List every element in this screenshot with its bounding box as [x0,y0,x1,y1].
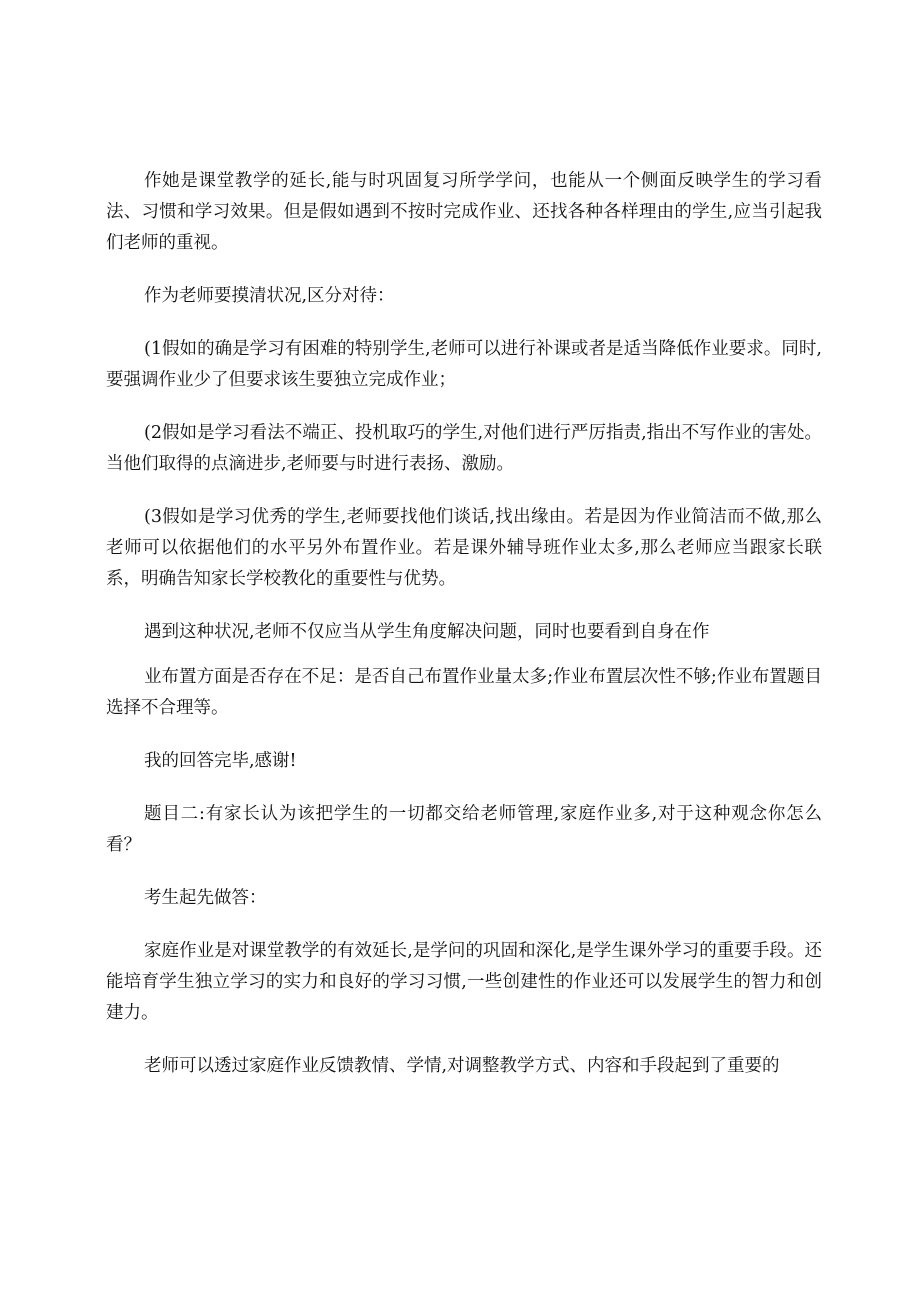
paragraph-case-2: (2假如是学习看法不端正、投机取巧的学生,对他们进行严厉指责,指出不写作业的害处。当他们取得的点滴进步,老师要与时进行表扬、激励。 [106,423,822,474]
document-body [106,166,822,1104]
paragraph-feedback: 老师可以透过家庭作业反馈教情、学情,对调整教学方式、内容和手段起到了重要的 [144,1056,780,1076]
paragraph-case-3: (3假如是学习优秀的学生,老师要找他们谈话,找出缘由。若是因为作业简洁而不做,那么老师可以依据他们的水平另外布置作业。若是课外辅导班作业太多,那么老师应当跟家长联系，明确告知家长学校教化的重要性与优势。 [106,507,822,589]
paragraph-case-1: (1假如的确是学习有困难的特别学生,老师可以进行补课或者是适当降低作业要求。同时,要强调作业少了但要求该生要独立完成作业； [106,339,822,390]
paragraph-closing: 我的回答完毕,感谢! [144,751,297,771]
paragraph-question-two: 题目二:有家长认为该把学生的一切都交给老师管理,家庭作业多,对于这种观念你怎么看？ [106,804,822,855]
paragraph-answer-start: 考生起先做答： [144,888,267,908]
paragraph-homework-extension: 作她是课堂教学的延长,能与时巩固复习所学学问，也能从一个侧面反映学生的学习看法、习惯和学习效果。但是假如遇到不按时完成作业、还找各种各样理由的学生,应当引起我们老师的重视。 [106,171,822,253]
paragraph-teacher-approach: 作为老师要摸清状况,区分对待： [144,286,395,306]
paragraph-self-reflection: 遇到这种状况,老师不仅应当从学生角度解决问题，同时也要看到自身在作 [144,622,710,642]
paragraph-homework-value: 家庭作业是对课堂教学的有效延长,是学问的巩固和深化,是学生课外学习的重要手段。还能培育学生独立学习的实力和良好的学习习惯,一些创建性的作业还可以发展学生的智力和创建力。 [106,941,822,1023]
paragraph-self-reflection-cont: 业布置方面是否存在不足：是否自己布置作业量太多;作业布置层次性不够;作业布置题目选择不合理等。 [106,667,822,718]
